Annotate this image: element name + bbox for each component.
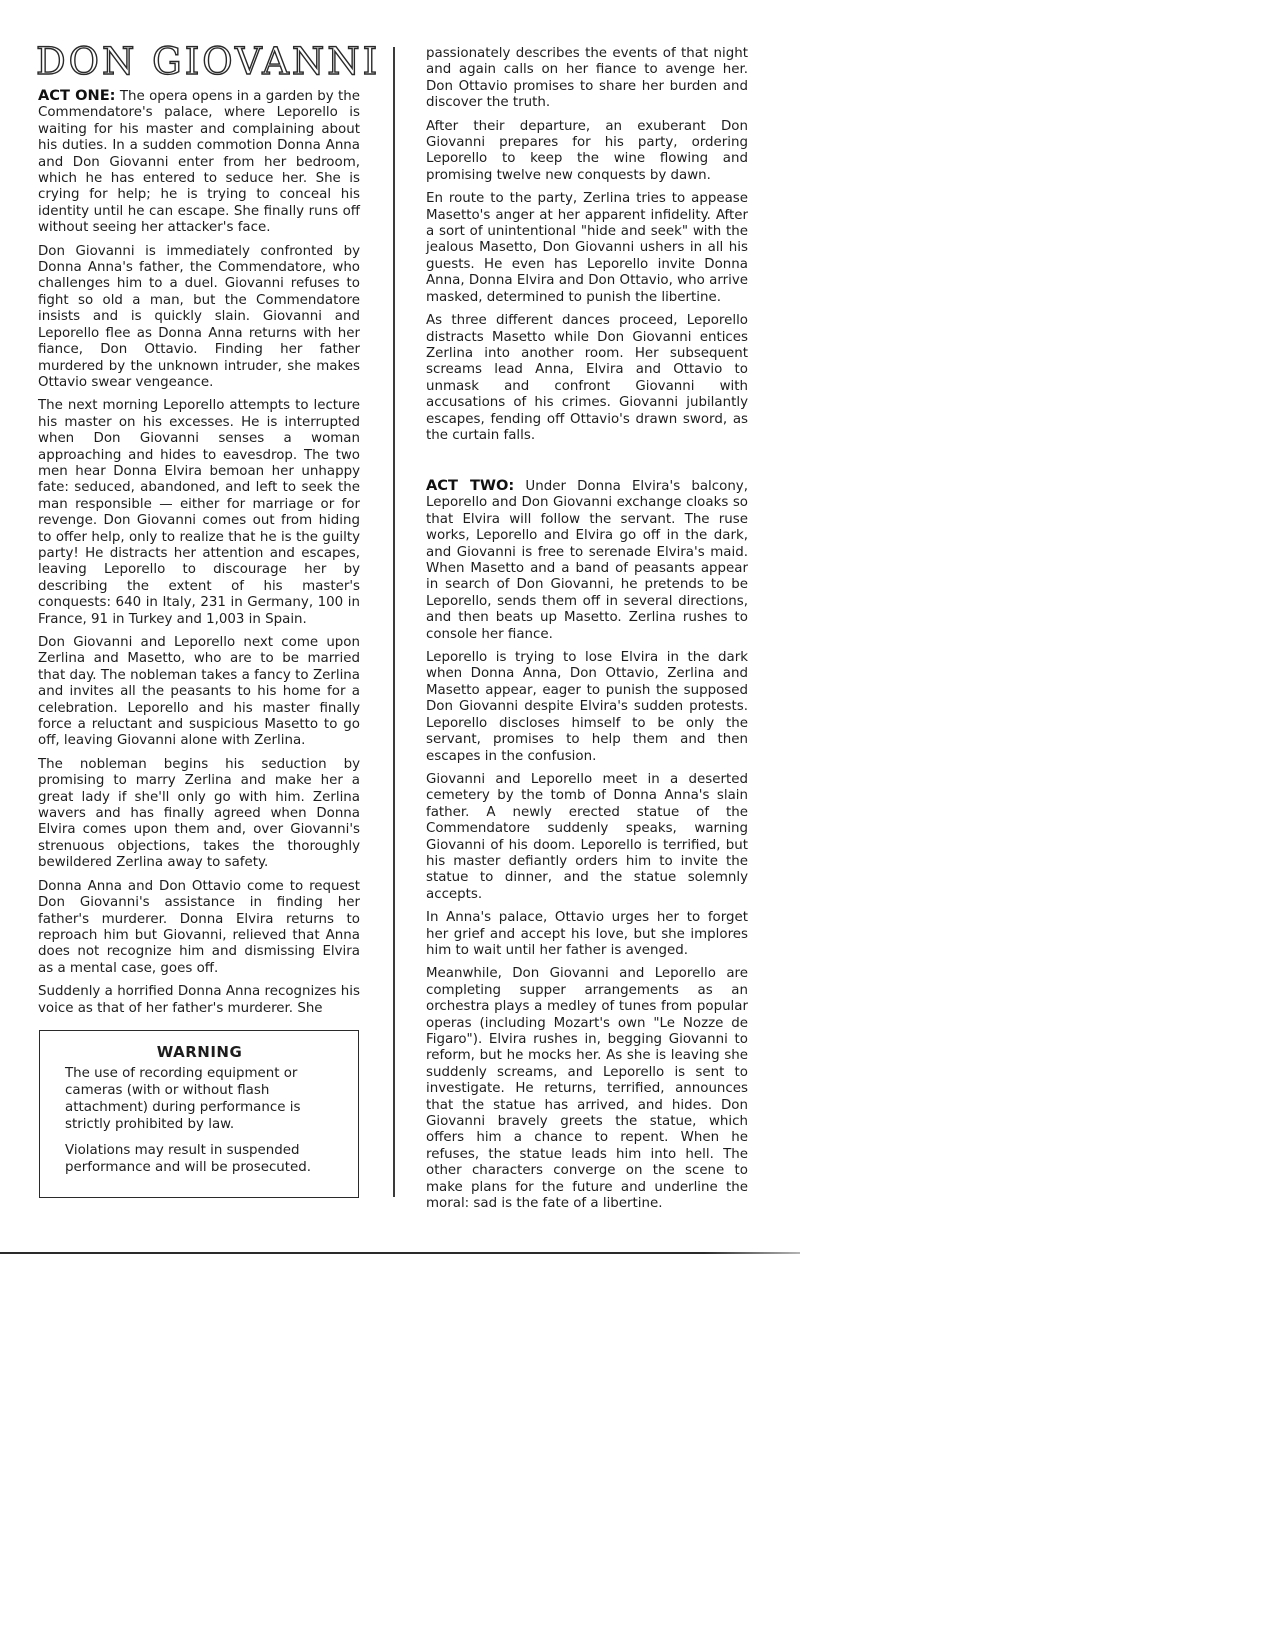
act-two-section: [426, 478, 748, 1219]
act-one-paragraph: After their departure, an exuberant Don Giovanni prepares for his party, ordering Leporello to keep the wine flowing and promising twelve new conquests by dawn.: [426, 118, 748, 183]
act-one-paragraph: Don Giovanni and Leporello next come upon Zerlina and Masetto, who are to be married that day. The nobleman takes a fancy to Zerlina and invites all the peasants to his home for a celebration. Leporello and his master finally force a reluctant and suspicious Masetto to go off, leaving Giovanni alone with Zerlina.: [38, 635, 360, 749]
act-two-paragraph: ACT TWO: Under Donna Elvira's balcony, Leporello and Don Giovanni exchange cloaks so that Elvira will follow the servant. The ruse works, Leporello and Elvira go off in the dark, and Giovanni is free to serenade Elvira's maid. When Masetto and a band of peasants appear in search of Don Giovanni, he pretends to be Leporello, sends them off in several directions, and then beats up Masetto. Zerlina rushes to console her fiance.: [426, 477, 748, 642]
act-two-heading: ACT TWO:: [426, 477, 515, 494]
act-two-paragraph: In Anna's palace, Ottavio urges her to forget her grief and accept his love, but she implores him to wait until her father is avenged.: [426, 910, 748, 958]
act-two-paragraph: Leporello is trying to lose Elvira in the dark when Donna Anna, Don Ottavio, Zerlina and Masetto appear, eager to punish the supposed Don Giovanni despite Elvira's sudden protests. Leporello discloses himself to be only the servant, promises to help them and then escapes in the confusion.: [426, 650, 748, 764]
act-two-paragraph: Giovanni and Leporello meet in a deserted cemetery by the tomb of Donna Anna's slain father. A newly erected statue of the Commendatore suddenly speaks, warning Giovanni of his doom. Leporello is terrified, but his master defiantly orders him to invite the statue to dinner, and the statue solemnly accepts.: [426, 771, 748, 902]
warning-paragraph: Violations may result in suspended performance and will be prosecuted.: [65, 1143, 312, 1175]
act-one-continued-section: [426, 46, 748, 451]
act-two-paragraph: Meanwhile, Don Giovanni and Leporello are completing supper arrangements as an orchestra plays a medley of tunes from popular operas (including Mozart's own "Le Nozze de Figaro"). Elvira rushes in, begging Giovanni to reform, but he mocks her. As she is leaving she suddenly screams, and Leporello is sent to investigate. He returns, terrified, announces that the statue has arrived, and hides. Don Giovanni bravely greets the statue, which offers him a chance to repent. When he refuses, the statue leads him into hell. The other characters converge on the scene to make plans for the future and underline the moral: sad is the fate of a libertine.: [426, 966, 748, 1212]
page-title: DON GIOVANNI: [36, 40, 381, 83]
warning-box: [39, 1030, 359, 1198]
warning-title: WARNING: [156, 1043, 243, 1061]
act-one-paragraph: En route to the party, Zerlina tries to appease Masetto's anger at her apparent infidelity. After a sort of unintentional "hide and seek" with the jealous Masetto, Don Giovanni ushers in all his guests. He even has Leporello invite Donna Anna, Donna Elvira and Don Ottavio, who arrive masked, determined to punish the libertine.: [426, 191, 748, 305]
column-divider: [393, 47, 395, 1197]
act-one-paragraph: Don Giovanni is immediately confronted by Donna Anna's father, the Commendatore, who challenges him to a duel. Giovanni refuses to fight so old a man, but the Commendatore insists and is quickly slain. Giovanni and Leporello flee as Donna Anna returns with her fiance, Don Ottavio. Finding her father murdered by the unknown intruder, she makes Ottavio swear vengeance.: [38, 243, 360, 390]
act-one-paragraph: Donna Anna and Don Ottavio come to request Don Giovanni's assistance in finding her father's murderer. Donna Elvira returns to reproach him but Giovanni, relieved that Anna does not recognize him and dismissing Elvira as a mental case, goes off.: [38, 878, 360, 976]
act-one-section: [38, 88, 360, 1024]
act-one-paragraph: As three different dances proceed, Leporello distracts Masetto while Don Giovanni entices Zerlina into another room. Her subsequent screams lead Anna, Elvira and Ottavio to unmask and confront Giovanni with accusations of his crimes. Giovanni jubilantly escapes, fending off Ottavio's drawn sword, as the curtain falls.: [426, 313, 748, 443]
act-one-paragraph: The next morning Leporello attempts to lecture his master on his excesses. He is interrupted when Don Giovanni senses a woman approaching and hides to eavesdrop. The two men hear Donna Elvira bemoan her unhappy fate: seduced, abandoned, and left to seek the man responsible — either for marriage or for revenge. Don Giovanni comes out from hiding to offer help, only to realize that he is the guilty party! He distracts her attention and escapes, leaving Leporello to discourage her by describing the extent of his master's conquests: 640 in Italy, 231 in Germany, 100 in France, 91 in Turkey and 1,003 in Spain.: [38, 398, 360, 627]
act-one-paragraph: ACT ONE: The opera opens in a garden by the Commendatore's palace, where Leporello is waiting for his master and complaining about his duties. In a sudden commotion Donna Anna and Don Giovanni enter from her bedroom, which he has entered to seduce her. She is crying for help; he is trying to conceal his identity until he can escape. She finally runs off without seeing her attacker's face.: [38, 87, 361, 236]
act-one-paragraph: The nobleman begins his seduction by promising to marry Zerlina and make her a great lady if she'll only go with him. Zerlina wavers and has finally agreed when Donna Elvira comes upon them and, over Giovanni's strenuous objections, takes the thoroughly bewildered Zerlina away to safety.: [38, 756, 360, 871]
act-one-heading: ACT ONE:: [38, 87, 116, 104]
bottom-rule: [0, 1252, 800, 1254]
warning-paragraph: The use of recording equipment or cameras (with or without flash attachment) during performance is strictly prohibited by law.: [65, 1066, 301, 1132]
act-one-paragraph: Suddenly a horrified Donna Anna recognizes his voice as that of her father's murderer. She: [38, 984, 360, 1016]
act-one-paragraph: passionately describes the events of that night and again calls on her fiance to avenge her. Don Ottavio promises to share her burden and discover the truth.: [426, 46, 748, 111]
